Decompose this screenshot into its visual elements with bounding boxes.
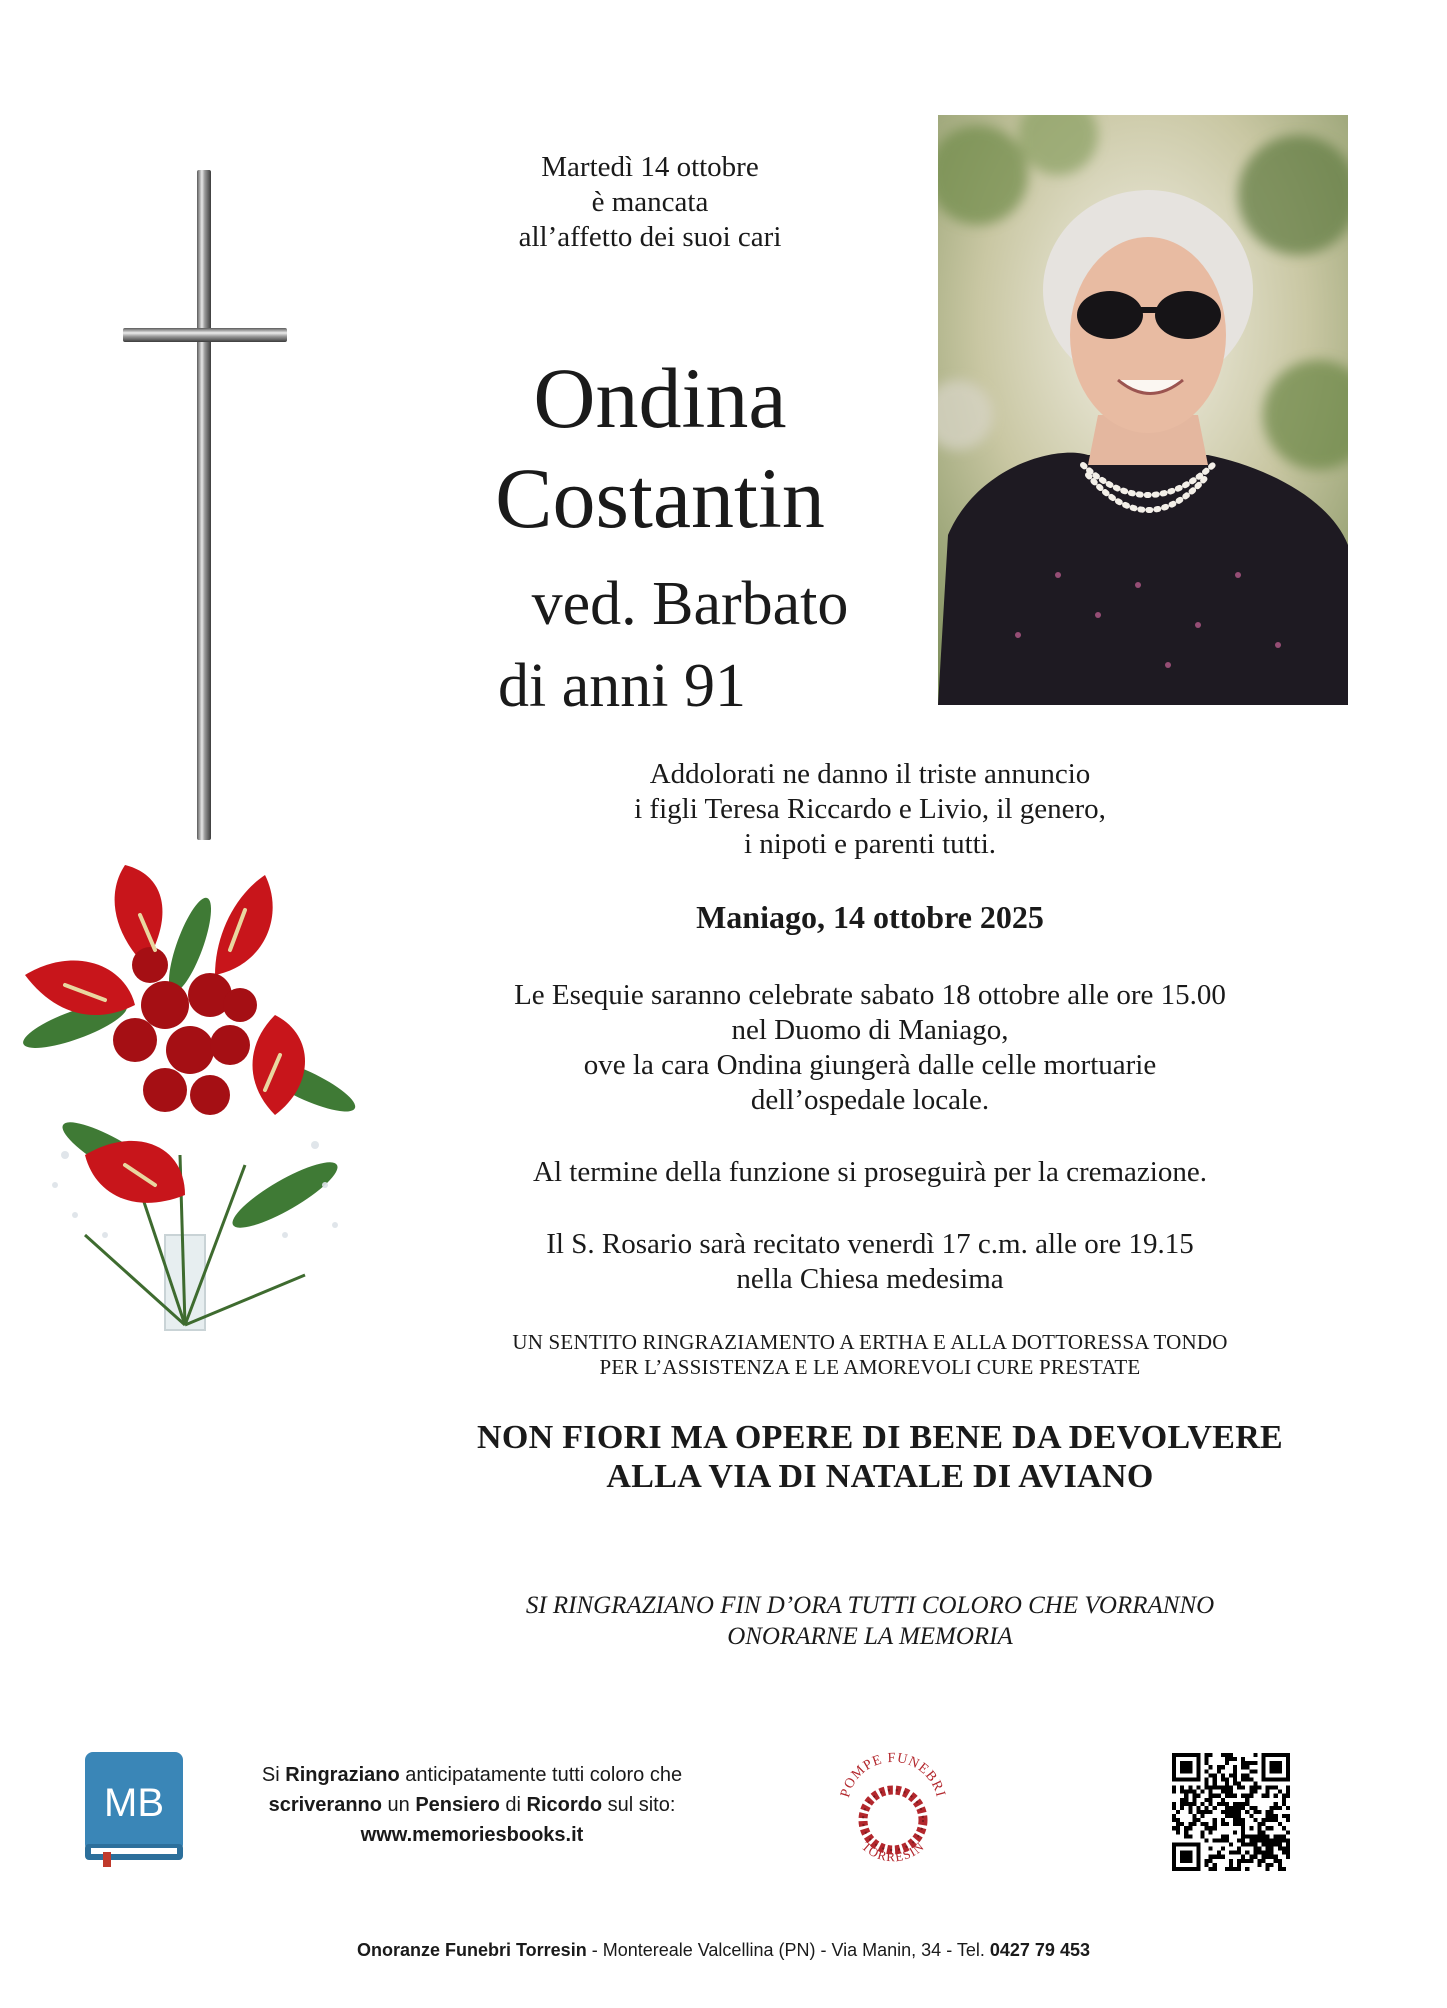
intro-line: all’affetto dei suoi cari [518,221,782,253]
widow-of: ved. Barbato [531,570,849,638]
mb-line-1 [212,1760,732,1790]
qr-code-icon[interactable] [1172,1753,1290,1871]
deceased-first-name: Ondina [533,350,787,446]
mb-text-part: di [499,1794,527,1816]
mb-line-2 [212,1790,732,1820]
mb-text-part: Ringraziano [285,1764,400,1786]
funeral-line: ove la cara Ondina giungerà dalle celle mortuarie [583,1049,1157,1081]
thanks-care-line: PER L’ASSISTENZA E LE AMOREVOLI CURE PRESTATE [599,1355,1141,1379]
rosary-line: nella Chiesa medesima [736,1263,1004,1295]
final-thanks-line: ONORARNE LA MEMORIA [727,1623,1013,1650]
portrait-photo [938,115,1348,705]
mb-text-part: Si [261,1764,286,1786]
mb-text-part: scriveranno [268,1794,382,1816]
age: di anni 91 [498,652,746,720]
no-flowers-line: ALLA VIA DI NATALE DI AVIANO [606,1458,1154,1495]
mb-text-part: Ricordo [526,1794,603,1816]
svg-text:TORRESIN: TORRESIN [858,1838,928,1865]
company-name: Onoranze Funebri Torresin [357,1940,587,1960]
intro-line: Martedì 14 ottobre [541,151,759,183]
company-address: - Montereale Valcellina (PN) - Via Manin, 34 - Tel. [586,1940,990,1960]
mb-text-part: anticipatamente tutti coloro che [399,1764,683,1786]
flowers-image [15,855,365,1335]
deceased-last-name: Costantin [495,450,825,546]
memoriesbooks-logo-icon [85,1752,185,1867]
funeral-details [420,978,1320,1118]
place-date: Maniago, 14 ottobre 2025 [696,899,1044,935]
svg-text:MB: MB [104,1781,164,1825]
funeral-line: Le Esequie saranno celebrate sabato 18 ottobre alle ore 15.00 [514,979,1226,1011]
company-footer [0,1938,1447,1962]
announcement-line: Addolorati ne danno il triste annuncio [649,758,1091,790]
cremation-line: Al termine della funzione si proseguirà per la cremazione. [533,1156,1207,1188]
announcement [560,757,1180,862]
announcement-line: i figli Teresa Riccardo e Livio, il genero, [634,793,1106,825]
final-thanks [420,1590,1320,1652]
svg-text:POMPE FUNEBRI: POMPE FUNEBRI [838,1750,948,1800]
mb-text-part: Pensiero [415,1794,500,1816]
funeral-line: nel Duomo di Maniago, [731,1014,1009,1046]
intro-text [440,150,860,255]
company-phone[interactable]: 0427 79 453 [989,1940,1090,1960]
rosary-details [420,1227,1320,1297]
memoriesbooks-message [212,1760,732,1850]
torresin-seal-icon [830,1745,955,1880]
funeral-line: dell’ospedale locale. [750,1084,990,1116]
announcement-line: i nipoti e parenti tutti. [743,828,997,860]
cross-icon [115,170,295,840]
mb-text-part: un [381,1794,416,1816]
thanks-care [390,1330,1350,1380]
no-flowers-line: NON FIORI MA OPERE DI BENE DA DEVOLVERE [476,1419,1284,1456]
no-flowers-request [380,1418,1380,1496]
rosary-line: Il S. Rosario sarà recitato venerdì 17 c.m. alle ore 19.15 [546,1228,1194,1260]
final-thanks-line: SI RINGRAZIANO FIN D’ORA TUTTI COLORO CHE VORRANNO [525,1592,1215,1619]
mb-text-part: sul sito: [602,1794,676,1816]
mb-url-link[interactable]: www.memoriesbooks.it [360,1824,584,1846]
thanks-care-line: UN SENTITO RINGRAZIAMENTO A ERTHA E ALLA DOTTORESSA TONDO [512,1330,1228,1354]
intro-line: è mancata [591,186,709,218]
